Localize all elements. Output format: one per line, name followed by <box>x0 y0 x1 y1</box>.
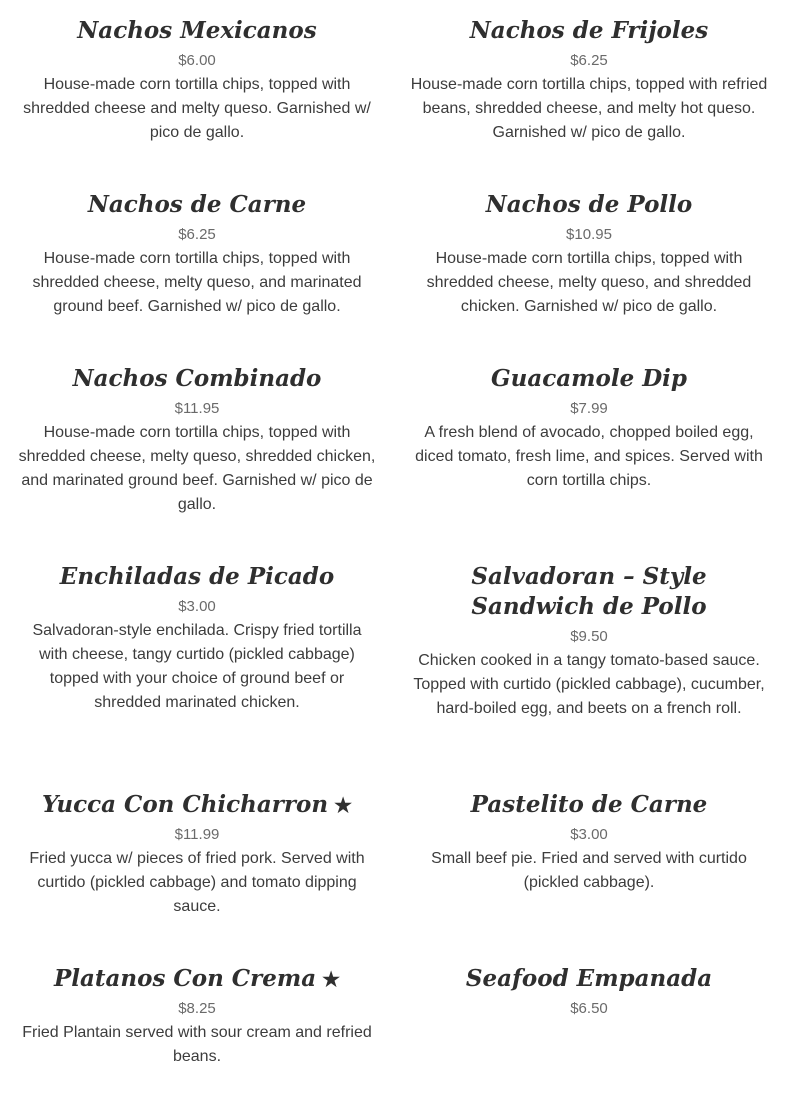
item-name-row <box>17 964 377 994</box>
item-description: House-made corn tortilla chips, topped with shredded cheese, melty queso, and shredded chicken. Garnished w/ pico de gallo. <box>426 250 752 315</box>
item-price: $11.99 <box>174 826 220 843</box>
item-price: $8.25 <box>178 1000 216 1017</box>
item-name: Pastelito de Carne <box>470 791 708 818</box>
menu-item <box>409 364 769 493</box>
item-name-row <box>17 790 377 820</box>
menu-item <box>17 16 377 145</box>
item-description: House-made corn tortilla chips, topped with shredded cheese, melty queso, and marinated ground beef. Garnished w/ pico de gallo. <box>32 250 362 315</box>
item-price: $6.50 <box>570 1000 608 1017</box>
item-price: $7.99 <box>570 400 608 417</box>
menu-item <box>409 562 769 721</box>
item-name: Nachos de Carne <box>87 191 307 218</box>
item-description: Chicken cooked in a tangy tomato-based sauce. Topped with curtido (pickled cabbage), cucumber, hard-boiled egg, and beets on a french roll. <box>413 652 765 717</box>
item-price: $6.25 <box>178 226 216 243</box>
item-description: Fried yucca w/ pieces of fried pork. Served with curtido (pickled cabbage) and tomato dipping sauce. <box>29 850 365 915</box>
star-icon: ★ <box>322 967 341 991</box>
menu-item <box>17 964 377 1069</box>
item-name: Nachos Mexicanos <box>77 17 317 44</box>
item-price: $6.25 <box>570 52 608 69</box>
menu-item <box>409 964 769 1021</box>
item-price: $6.00 <box>178 52 216 69</box>
item-name: Platanos Con Crema <box>53 965 317 992</box>
menu-item <box>17 562 377 715</box>
item-name: Salvadoran – Style Sandwich de Pollo <box>471 563 707 620</box>
menu-item <box>409 16 769 145</box>
menu-item <box>409 190 769 319</box>
menu-item <box>17 364 377 517</box>
item-name: Guacamole Dip <box>491 365 687 392</box>
item-price: $10.95 <box>566 226 612 243</box>
item-name: Enchiladas de Picado <box>59 563 335 590</box>
item-name: Nachos de Pollo <box>485 191 693 218</box>
item-price: $11.95 <box>174 400 220 417</box>
item-description: Salvadoran-style enchilada. Crispy fried tortilla with cheese, tangy curtido (pickled cabbage) topped with your choice of ground beef or shredded marinated chicken. <box>32 622 362 711</box>
item-name: Nachos de Frijoles <box>469 17 709 44</box>
menu-item <box>17 790 377 919</box>
item-name: Seafood Empanada <box>465 965 713 992</box>
item-price: $9.50 <box>570 628 608 645</box>
star-icon: ★ <box>334 793 353 817</box>
item-price: $3.00 <box>178 598 216 615</box>
item-description: A fresh blend of avocado, chopped boiled egg, diced tomato, fresh lime, and spices. Served with corn tortilla chips. <box>415 424 763 489</box>
item-description: House-made corn tortilla chips, topped with shredded cheese, melty queso, shredded chicken, and marinated ground beef. Garnished w/ pico de gallo. <box>18 424 376 513</box>
item-description: Fried Plantain served with sour cream and refried beans. <box>22 1024 372 1065</box>
menu-item <box>409 790 769 895</box>
item-price: $3.00 <box>570 826 608 843</box>
item-description: House-made corn tortilla chips, topped with shredded cheese and melty queso. Garnished w/ pico de gallo. <box>23 76 371 141</box>
item-name: Nachos Combinado <box>72 365 322 392</box>
item-description: House-made corn tortilla chips, topped with refried beans, shredded cheese, and melty hot queso. Garnished w/ pico de gallo. <box>410 76 768 141</box>
menu-item <box>17 190 377 319</box>
item-name: Yucca Con Chicharron <box>41 791 329 818</box>
item-description: Small beef pie. Fried and served with curtido (pickled cabbage). <box>431 850 747 891</box>
